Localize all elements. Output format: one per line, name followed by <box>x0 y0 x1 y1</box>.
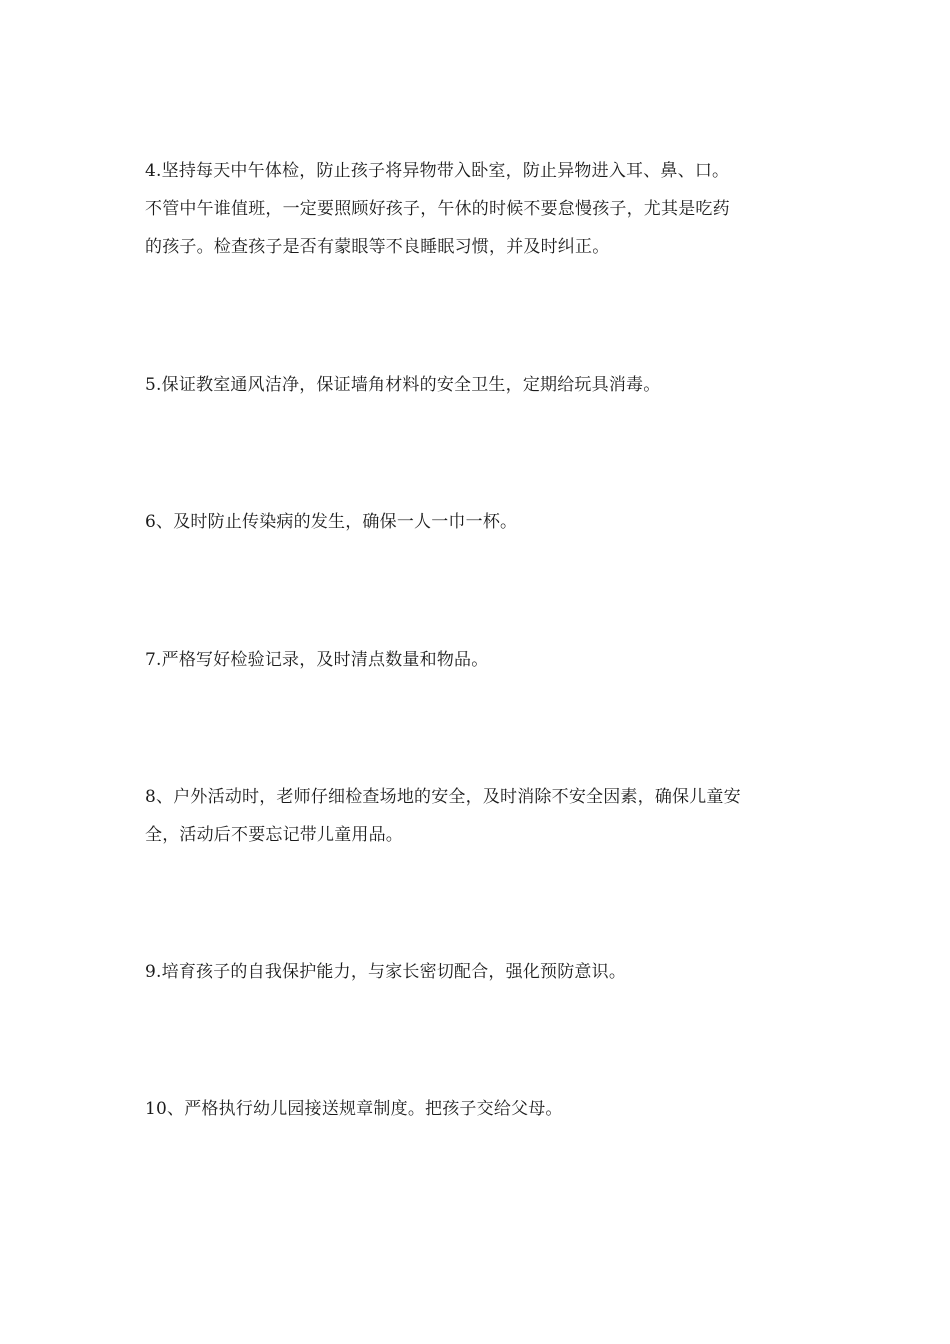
paragraph-item-9 <box>145 953 810 991</box>
paragraph-line: 的孩子。检查孩子是否有蒙眼等不良睡眠习惯，并及时纠正。 <box>145 237 610 257</box>
paragraph-line: 8、户外活动时，老师仔细检查场地的安全，及时消除不安全因素，确保儿童安 <box>145 787 741 807</box>
paragraph-line: 不管中午谁值班，一定要照顾好孩子，午休的时候不要怠慢孩子，尤其是吃药 <box>145 199 730 219</box>
paragraph-item-7 <box>145 641 810 679</box>
paragraph-line: 6、及时防止传染病的发生，确保一人一巾一杯。 <box>145 512 518 532</box>
paragraph-line: 10、严格执行幼儿园接送规章制度。把孩子交给父母。 <box>145 1099 563 1119</box>
paragraph-line: 5.保证教室通风洁净，保证墙角材料的安全卫生，定期给玩具消毒。 <box>145 375 661 395</box>
paragraph-item-5 <box>145 366 810 404</box>
paragraph-item-10 <box>145 1090 810 1128</box>
paragraph-item-4 <box>145 152 810 266</box>
paragraph-line: 9.培育孩子的自我保护能力，与家长密切配合，强化预防意识。 <box>145 962 627 982</box>
paragraph-item-6 <box>145 503 810 541</box>
paragraph-line: 7.严格写好检验记录，及时清点数量和物品。 <box>145 650 489 670</box>
paragraph-line: 4.坚持每天中午体检，防止孩子将异物带入卧室，防止异物进入耳、鼻、口。 <box>145 161 730 181</box>
paragraph-item-8 <box>145 778 810 854</box>
paragraph-line: 全，活动后不要忘记带儿童用品。 <box>145 825 403 845</box>
